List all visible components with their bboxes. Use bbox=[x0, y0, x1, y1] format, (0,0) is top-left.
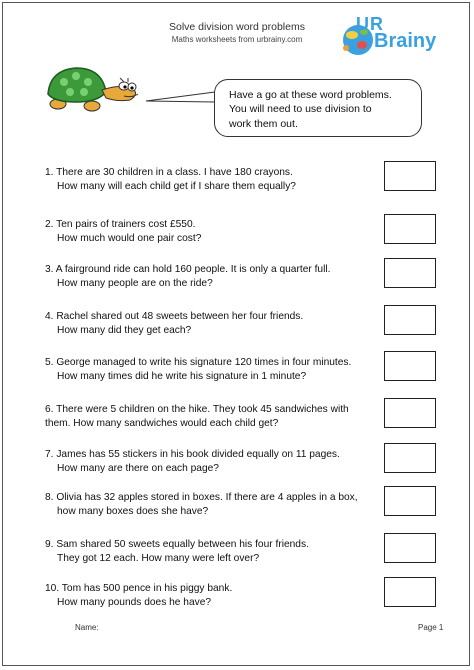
answer-box-10[interactable] bbox=[384, 577, 436, 607]
logo-text-bottom: Brainy bbox=[374, 30, 437, 52]
answer-box-7[interactable] bbox=[384, 443, 436, 473]
question-5 bbox=[45, 356, 351, 385]
answer-box-2[interactable] bbox=[384, 214, 436, 244]
question-text: How many pounds does he have? bbox=[57, 597, 212, 609]
answer-box-8[interactable] bbox=[384, 486, 436, 516]
question-text: 10. Tom has 500 pence in his piggy bank. bbox=[45, 583, 233, 594]
question-text: How many will each child get if I share them equally? bbox=[57, 181, 296, 193]
answer-box-6[interactable] bbox=[384, 398, 436, 428]
question-7 bbox=[45, 448, 340, 477]
speech-bubble-line: Have a go at these word problems. bbox=[229, 89, 392, 101]
answer-box-1[interactable] bbox=[384, 161, 436, 191]
question-text: How many are there on each page? bbox=[57, 463, 219, 475]
question-text: 3. A fairground ride can hold 160 people. It is only a quarter full. bbox=[45, 264, 331, 275]
question-text: how many boxes does she have? bbox=[57, 506, 209, 518]
question-text: They got 12 each. How many were left over? bbox=[57, 553, 260, 565]
question-9 bbox=[45, 538, 309, 567]
answer-box-3[interactable] bbox=[384, 258, 436, 288]
question-2 bbox=[45, 218, 201, 247]
question-text: How many did they get each? bbox=[57, 325, 192, 337]
question-text: 9. Sam shared 50 sweets equally between his four friends. bbox=[45, 539, 309, 550]
page-subtitle: Maths worksheets from urbrainy.com bbox=[171, 35, 303, 44]
question-text: 5. George managed to write his signature 120 times in four minutes. bbox=[45, 357, 352, 368]
question-text: 4. Rachel shared out 48 sweets between her four friends. bbox=[45, 311, 304, 322]
question-text: 8. Olivia has 32 apples stored in boxes. If there are 4 apples in a box, bbox=[45, 492, 358, 503]
answer-box-9[interactable] bbox=[384, 533, 436, 563]
question-text: How much would one pair cost? bbox=[57, 233, 202, 245]
speech-bubble bbox=[214, 79, 422, 137]
speech-bubble-line: You will need to use division to bbox=[229, 103, 372, 116]
answer-box-4[interactable] bbox=[384, 305, 436, 335]
question-text: 6. There were 5 children on the hike. They took 45 sandwiches with bbox=[45, 404, 349, 415]
question-3 bbox=[45, 263, 330, 292]
question-text: them. How many sandwiches would each child get? bbox=[45, 418, 279, 430]
question-text: 1. There are 30 children in a class. I have 180 crayons. bbox=[45, 167, 293, 178]
question-10 bbox=[45, 582, 232, 611]
question-text: How many times did he write his signature in 1 minute? bbox=[57, 371, 307, 383]
question-8 bbox=[45, 491, 358, 520]
question-text: 2. Ten pairs of trainers cost £550. bbox=[45, 219, 196, 230]
question-6 bbox=[45, 403, 349, 432]
question-1 bbox=[45, 166, 296, 195]
question-4 bbox=[45, 310, 303, 339]
page-number: Page 1 bbox=[418, 623, 444, 632]
speech-bubble-line: work them out. bbox=[229, 117, 298, 130]
answer-box-5[interactable] bbox=[384, 351, 436, 381]
question-text: 7. James has 55 stickers in his book divided equally on 11 pages. bbox=[45, 449, 340, 460]
logo-text-top: UR bbox=[356, 14, 384, 34]
question-text: How many people are on the ride? bbox=[57, 278, 213, 290]
name-label: Name: bbox=[75, 623, 99, 632]
page-title: Solve division word problems bbox=[169, 21, 305, 33]
